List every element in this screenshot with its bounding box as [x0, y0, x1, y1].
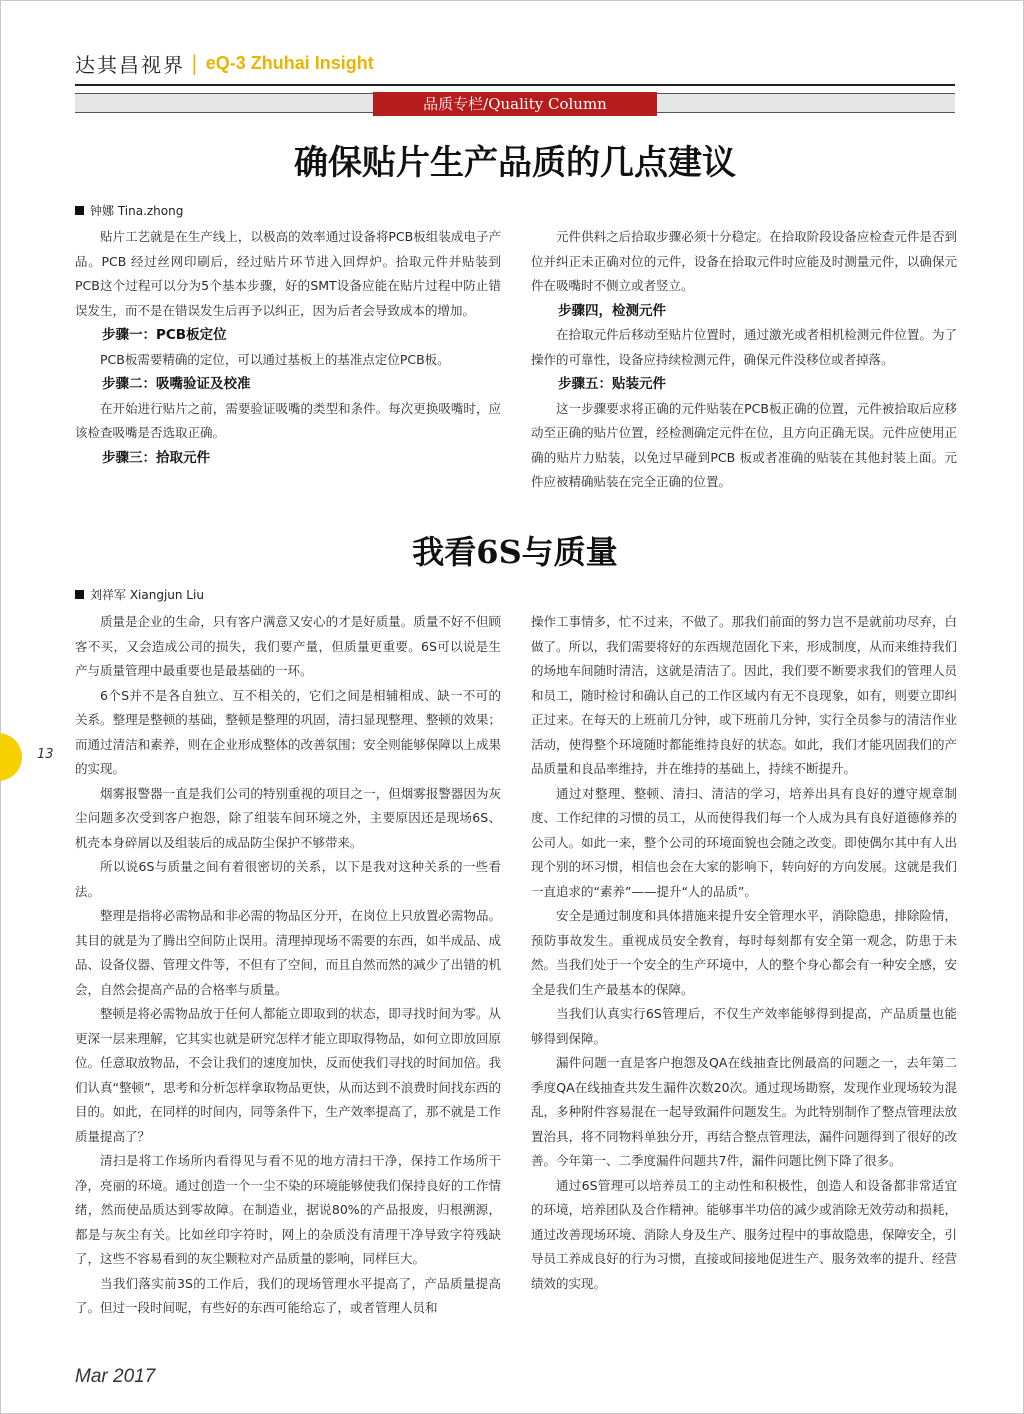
- article-1-author: [75, 202, 183, 219]
- article-1-right-column: [531, 225, 957, 495]
- paragraph: 质量是企业的生命，只有客户满意又安心的才是好质量。质量不好不但顾客不买，又会造成公司的损失，我们要产量，但质量更重要。6S可以说是生产与质量管理中最重要也是最基础的一环。: [75, 614, 501, 678]
- paragraph: 操作工事情多，忙不过来，不做了。那我们前面的努力岂不是就前功尽弃，白做了。所以，我们需要将好的东西规范固化下来，形成制度，从而来维持我们的场地车间随时清洁，这就是清洁了。因此，我们要不断要求我们的管理人员和员工，随时检讨和确认自己的工作区域内有无不良现象，如有，则要立即纠正过来。在每天的上班前几分钟，或下班前几分钟，实行全员参与的清洁作业活动，使得整个环境随时都能维持良好的状态。如此，我们才能巩固我们的产品质量和良品率维持，并在维持的基础上，持续不断提升。: [531, 614, 957, 776]
- paragraph: 烟雾报警器一直是我们公司的特别重视的项目之一，但烟雾报警器因为灰尘问题多次受到客户抱怨，除了组装车间环境之外，主要原因还是现场6S、机壳本身碎屑以及组装后的成品防尘保护不够带来。: [75, 785, 501, 850]
- paragraph: PCB板需要精确的定位，可以通过基板上的基准点定位PCB板。: [100, 351, 450, 367]
- paragraph: 这一步骤要求将正确的元件贴装在PCB板正确的位置，元件被拾取后应移动至正确的贴片位置，经检测确定元件在位，且方向正确无误。元件应使用正确的贴片力贴装，以免过早碰到PCB 板或者准确的贴装在其他封装上面。元件应被精确贴装在完全正确的位置。: [531, 400, 957, 489]
- paragraph: 6个S并不是各自独立、互不相关的，它们之间是相辅相成、缺一不可的关系。整理是整顿的基础，整顿是整理的巩固，清扫显现整理、整顿的效果；而通过清洁和素养，则在企业形成整体的改善氛围；安全则能够保障以上成果的实现。: [75, 687, 501, 776]
- page-number-tab: [0, 733, 22, 781]
- brand-separator: |: [191, 51, 198, 75]
- step-heading: 步骤二：吸嘴验证及校准: [102, 376, 251, 392]
- step-heading: 步骤三：拾取元件: [102, 449, 210, 466]
- paragraph: 通过对整理、整顿、清扫、清洁的学习，培养出具有良好的遵守规章制度、工作纪律的习惯的员工，从而使得我们每一个人成为具有良好道德修养的公司人。如此一来，整个公司的环境面貌也会随之改变。即使偶尔其中有人出现个别的坏习惯，相信也会在大家的影响下，转向好的方向发展。这就是我们一直追求的“素养”——提升“人的品质”。: [531, 785, 957, 899]
- paragraph: 安全是通过制度和具体措施来提升安全管理水平，消除隐患，排除险情，预防事故发生。重视成员安全教育，每时每刻都有安全第一观念，防患于未然。当我们处于一个安全的生产环境中，人的整个身心都会有一种安全感，安全是我们生产最基本的保障。: [531, 908, 957, 997]
- paragraph: 当我们认真实行6S管理后，不仅生产效率能够得到提高，产品质量也能够得到保障。: [531, 1006, 957, 1046]
- article-2-right-column: [531, 610, 957, 1296]
- article-2-title: 我看6S与质量: [412, 533, 618, 571]
- paragraph: 在开始进行贴片之前，需要验证吸嘴的类型和条件。每次更换吸嘴时，应该检查吸嘴是否选取正确。: [75, 400, 501, 440]
- column-label: 品质专栏/Quality Column: [373, 92, 657, 116]
- author-name: 刘祥军 Xiangjun Liu: [90, 588, 204, 602]
- header-rule: [75, 84, 955, 86]
- bullet-square-icon: [75, 206, 84, 215]
- paragraph: 整理是指将必需物品和非必需的物品区分开，在岗位上只放置必需物品。其目的就是为了腾出空间防止误用。清理掉现场不需要的东西，如半成品、成品、设备仪器、管理文件等，不但有了空间，而且自然而然的减少了出错的机会，自然会提高产品的合格率与质量。: [75, 908, 501, 997]
- page-number: 13: [37, 747, 54, 762]
- step-heading: 步骤四，检测元件: [558, 302, 666, 319]
- paragraph: 元件供料之后拾取步骤必须十分稳定。在拾取阶段设备应检查元件是否到位并纠正未正确对位的元件，设备在拾取元件时应能及时测量元件，以确保元件在吸嘴时不侧立或者竖立。: [531, 229, 957, 293]
- brand-name-en: eQ-3 Zhuhai Insight: [205, 52, 374, 73]
- paragraph: 通过6S管理可以培养员工的主动性和积极性，创造人和设备都非常适宜的环境，培养团队及合作精神。能够事半功倍的减少或消除无效劳动和损耗，通过改善现场环境、消除人身及生产、服务过程中的事故隐患，保障安全，引导员工养成良好的行为习惯，直接或间接地促进生产、服务效率的提升、经营绩效的实现。: [531, 1177, 957, 1291]
- paragraph: 整顿是将必需物品放于任何人都能立即取到的状态，即寻找时间为零。从更深一层来理解，它其实也就是研究怎样才能立即取得物品，如何立即放回原位。任意取放物品，不会让我们的速度加快，反而使我们寻找的时间加倍。我们认真“整顿”，思考和分析怎样拿取物品更快，从而达到不浪费时间找东西的目的。如此，在同样的时间内，同等条件下，生产效率提高了，那不就是工作质量提高了？: [75, 1006, 501, 1144]
- paragraph: 当我们落实前3S的工作后，我们的现场管理水平提高了，产品质量提高了。但过一段时间呢，有些好的东西可能给忘了，或者管理人员和: [75, 1275, 501, 1315]
- bullet-square-icon: [75, 590, 84, 599]
- issue-date: Mar 2017: [75, 1366, 156, 1387]
- article-2-left-column: [75, 610, 501, 1321]
- paragraph: 漏件问题一直是客户抱怨及QA在线抽查比例最高的问题之一，去年第二季度QA在线抽查共发生漏件次数20次。通过现场勘察，发现作业现场较为混乱，多种附件容易混在一起导致漏件问题发生。为此特别制作了整点管理法放置治具，将不同物料单独分开，再结合整点管理法，漏件问题得到了很好的改善。今年第一、二季度漏件问题共7件，漏件问题比例下降了很多。: [531, 1055, 957, 1168]
- article-1-title: 确保贴片生产品质的几点建议: [294, 143, 736, 183]
- paragraph: 清扫是将工作场所内看得见与看不见的地方清扫干净，保持工作场所干净，亮丽的环境。通过创造一个一尘不染的环境能够使我们保持良好的工作情绪，然而使品质达到零故障。在制造业，据说80%的产品报废，归根溯源，都是与灰尘有关。比如丝印字符时，网上的杂质没有清理干净导致字符残缺了，这些不容易看到的灰尘颗粒对产品质量的影响，同样巨大。: [75, 1153, 501, 1266]
- page-header: [75, 48, 955, 78]
- paragraph: 在拾取元件后移动至贴片位置时，通过激光或者相机检测元件位置。为了操作的可靠性，设备应持续检测元件，确保元件没移位或者掉落。: [531, 327, 957, 367]
- paragraph: 所以说6S与质量之间有着很密切的关系，以下是我对这种关系的一些看法。: [75, 859, 501, 899]
- brand-name-cn: 达其昌视界: [75, 52, 185, 77]
- article-1-left-column: [75, 225, 501, 470]
- article-2-author: [75, 586, 204, 603]
- step-heading: 步骤一：PCB板定位: [102, 327, 227, 343]
- step-heading: 步骤五：贴装元件: [558, 376, 666, 392]
- author-name: 钟娜 Tina.zhong: [90, 204, 184, 218]
- paragraph: 贴片工艺就是在生产线上，以极高的效率通过设备将PCB板组装成电子产品。PCB 经过丝网印刷后，经过贴片环节进入回焊炉。拾取元件并贴装到PCB这个过程可以分为5个基本步骤，好的SMT设备应能在贴片过程中防止错误发生，而不是在错误发生后再予以纠正，因为后者会导致成本的增加。: [75, 229, 501, 318]
